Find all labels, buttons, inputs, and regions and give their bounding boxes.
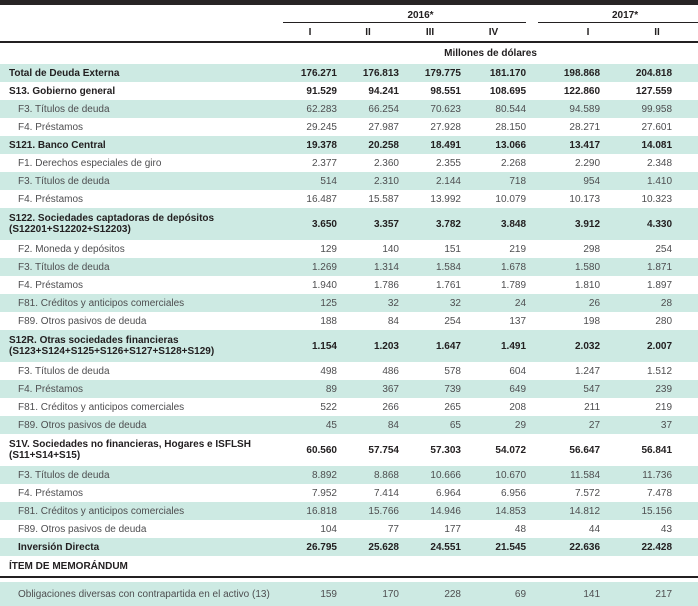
value-cell: 7.478 (647, 487, 673, 499)
table-row (0, 416, 698, 434)
value-cell: 254 (655, 243, 673, 255)
value-cell: 84 (337, 416, 399, 434)
value-cell: 8.892 (283, 466, 337, 484)
row-label: F4. Préstamos (0, 380, 283, 398)
table-row (0, 330, 698, 362)
table-row (0, 502, 698, 520)
value-cell: 1.789 (500, 279, 527, 291)
group-gap (526, 502, 538, 520)
value-cell: 37 (600, 416, 698, 434)
value-cell: 16.487 (306, 193, 337, 205)
value-cell: 89 (283, 380, 337, 398)
group-gap (526, 190, 538, 208)
table-row (0, 100, 698, 118)
value-cell: 26.795 (283, 538, 337, 556)
value-cell: 28.271 (569, 121, 601, 133)
value-cell: 13.992 (430, 193, 461, 205)
row-label: F81. Créditos y anticipos comerciales (18, 401, 185, 413)
unit-row (0, 43, 698, 64)
value-cell: 21.545 (461, 538, 526, 556)
table-row (0, 556, 698, 578)
value-cell: 170 (337, 578, 399, 606)
value-cell: 265 (444, 401, 461, 413)
value-cell: 1.761 (435, 279, 461, 291)
value-cell: 3.912 (538, 208, 600, 240)
external-debt-table (0, 5, 698, 606)
value-cell: 204.818 (600, 64, 698, 82)
value-cell: 14.081 (600, 136, 698, 154)
value-cell (600, 556, 698, 578)
value-cell: 4.330 (600, 208, 698, 240)
value-cell: 127.559 (635, 85, 673, 97)
value-cell: 45 (283, 416, 337, 434)
value-cell: 1.580 (538, 258, 600, 276)
group-gap (526, 312, 538, 330)
value-cell: 2.360 (373, 157, 399, 169)
row-label: F3. Títulos de deuda (0, 466, 283, 484)
value-cell: 1.810 (574, 279, 601, 291)
value-cell: 739 (399, 380, 461, 398)
group-gap (526, 100, 538, 118)
value-cell: 547 (538, 380, 600, 398)
quarter-label: I (538, 23, 600, 43)
table-row (0, 466, 698, 484)
group-gap (526, 578, 538, 606)
row-label: F1. Derechos especiales de giro (18, 157, 162, 169)
value-cell: 219 (509, 243, 527, 255)
group-gap (526, 466, 538, 484)
value-cell: 98.551 (430, 85, 461, 97)
value-cell: 151 (444, 243, 461, 255)
value-cell: 217 (600, 578, 698, 606)
value-cell: 181.170 (461, 64, 526, 82)
row-label: F3. Títulos de deuda (0, 100, 283, 118)
value-cell: 125 (283, 294, 337, 312)
group-gap (526, 118, 538, 136)
value-cell: 8.868 (337, 466, 399, 484)
value-cell (337, 556, 399, 578)
table-row (0, 294, 698, 312)
value-cell: 2.290 (574, 157, 601, 169)
group-gap (526, 258, 538, 276)
value-cell: 43 (660, 523, 673, 535)
value-cell: 84 (387, 315, 399, 327)
value-cell: 140 (382, 243, 399, 255)
value-cell: 16.818 (283, 502, 337, 520)
row-label: F4. Préstamos (18, 487, 84, 499)
value-cell: 137 (509, 315, 527, 327)
row-label: F89. Otros pasivos de deuda (18, 315, 147, 327)
row-label: F3. Títulos de deuda (18, 365, 110, 377)
value-cell: 954 (538, 172, 600, 190)
row-label: F81. Créditos y anticipos comerciales (0, 294, 283, 312)
table-row (0, 538, 698, 556)
value-cell: 2.007 (600, 330, 698, 362)
value-cell: 578 (444, 365, 461, 377)
table-row (0, 136, 698, 154)
value-cell (538, 556, 600, 578)
value-cell: 57.754 (368, 444, 399, 456)
value-cell: 2.348 (647, 157, 673, 169)
value-cell: 219 (655, 401, 673, 413)
value-cell: 22.636 (538, 538, 600, 556)
value-cell: 280 (655, 315, 673, 327)
value-cell: 28.150 (495, 121, 527, 133)
value-cell: 2.144 (399, 172, 461, 190)
value-cell: 19.378 (283, 136, 337, 154)
row-label: Obligaciones diversas con contrapartida en el activo (13) (0, 578, 283, 606)
value-cell: 1.678 (461, 258, 526, 276)
value-cell: 15.587 (368, 193, 399, 205)
group-gap (526, 136, 538, 154)
value-cell: 11.736 (600, 466, 698, 484)
value-cell: 14.853 (461, 502, 526, 520)
row-label: F3. Títulos de deuda (0, 172, 283, 190)
row-label: F3. Títulos de deuda (0, 258, 283, 276)
row-label: F2. Moneda y depósitos (18, 243, 125, 255)
value-cell: 1.897 (647, 279, 673, 291)
value-cell: 129 (320, 243, 337, 255)
table-row (0, 434, 698, 466)
value-cell: 26 (538, 294, 600, 312)
value-cell: 177 (444, 523, 461, 535)
value-cell: 14.812 (538, 502, 600, 520)
group-gap (526, 208, 538, 240)
value-cell: 29.245 (306, 121, 337, 133)
value-cell: 522 (320, 401, 337, 413)
value-cell: 10.666 (399, 466, 461, 484)
value-cell: 11.584 (538, 466, 600, 484)
value-cell: 3.650 (283, 208, 337, 240)
value-cell: 1.314 (337, 258, 399, 276)
value-cell: 208 (509, 401, 527, 413)
group-gap (526, 23, 538, 43)
group-gap (526, 556, 538, 578)
value-cell: 29 (461, 416, 526, 434)
group-gap (526, 64, 538, 82)
value-cell: 1.491 (461, 330, 526, 362)
group-gap (526, 398, 538, 416)
value-cell: 10.079 (495, 193, 527, 205)
value-cell: 14.946 (399, 502, 461, 520)
value-cell: 1.512 (647, 365, 673, 377)
group-gap (526, 362, 538, 380)
table-row (0, 312, 698, 330)
value-cell: 179.775 (399, 64, 461, 82)
value-cell: 159 (283, 578, 337, 606)
year-2016-label: 2016* (283, 5, 526, 23)
value-cell: 25.628 (337, 538, 399, 556)
value-cell: 60.560 (306, 444, 337, 456)
table-row (0, 118, 698, 136)
table-row (0, 258, 698, 276)
header-spacer (0, 5, 283, 23)
row-label: F89. Otros pasivos de deuda (18, 523, 147, 535)
value-cell: 604 (509, 365, 527, 377)
table-row (0, 398, 698, 416)
group-gap (526, 5, 538, 23)
value-cell: 122.860 (563, 85, 601, 97)
value-cell: 7.572 (574, 487, 601, 499)
table-row (0, 240, 698, 258)
value-cell: 498 (320, 365, 337, 377)
value-cell: 15.156 (600, 502, 698, 520)
value-cell: 198.868 (538, 64, 600, 82)
value-cell: 254 (444, 315, 461, 327)
value-cell: 1.203 (337, 330, 399, 362)
value-cell: 27.928 (430, 121, 461, 133)
value-cell: 28 (600, 294, 698, 312)
value-cell: 7.952 (311, 487, 337, 499)
quarter-header-row (0, 23, 698, 43)
value-cell: 22.428 (600, 538, 698, 556)
quarter-label: IV (461, 23, 526, 43)
value-cell: 91.529 (306, 85, 337, 97)
value-cell: 7.414 (373, 487, 399, 499)
quarter-label: I (283, 23, 337, 43)
value-cell: 56.841 (641, 444, 673, 456)
value-cell: 94.241 (368, 85, 399, 97)
value-cell: 1.871 (600, 258, 698, 276)
value-cell: 3.782 (399, 208, 461, 240)
group-gap (526, 520, 538, 538)
value-cell: 94.589 (538, 100, 600, 118)
value-cell: 44 (588, 523, 601, 535)
value-cell: 1.247 (574, 365, 601, 377)
row-label: F89. Otros pasivos de deuda (0, 416, 283, 434)
table-row (0, 190, 698, 208)
table-row (0, 172, 698, 190)
value-cell: 27.987 (368, 121, 399, 133)
value-cell: 1.940 (311, 279, 337, 291)
value-cell: 2.268 (500, 157, 527, 169)
value-cell: 2.032 (538, 330, 600, 362)
value-cell: 2.310 (337, 172, 399, 190)
value-cell: 99.958 (600, 100, 698, 118)
value-cell: 228 (399, 578, 461, 606)
table-row (0, 520, 698, 538)
year-header-row (0, 5, 698, 23)
table-row (0, 208, 698, 240)
table-row (0, 64, 698, 82)
value-cell: 13.417 (538, 136, 600, 154)
group-gap (526, 276, 538, 294)
value-cell: 176.813 (337, 64, 399, 82)
value-cell: 649 (461, 380, 526, 398)
value-cell: 66.254 (337, 100, 399, 118)
value-cell: 24 (461, 294, 526, 312)
quarter-label: II (337, 23, 399, 43)
value-cell: 65 (399, 416, 461, 434)
value-cell: 239 (600, 380, 698, 398)
value-cell: 1.647 (399, 330, 461, 362)
value-cell: 27 (538, 416, 600, 434)
group-gap (526, 82, 538, 100)
row-label: S122. Sociedades captadoras de depósitos (S12201+S12202+S12203) (0, 208, 283, 240)
value-cell (283, 556, 337, 578)
value-cell: 62.283 (283, 100, 337, 118)
value-cell: 27.601 (641, 121, 673, 133)
table-row (0, 578, 698, 606)
value-cell: 298 (583, 243, 601, 255)
value-cell: 211 (584, 401, 601, 413)
group-gap (526, 484, 538, 502)
value-cell: 141 (538, 578, 600, 606)
value-cell: 514 (283, 172, 337, 190)
row-label: Inversión Directa (0, 538, 283, 556)
table-row (0, 154, 698, 172)
value-cell: 32 (337, 294, 399, 312)
value-cell: 266 (382, 401, 399, 413)
row-label: S121. Banco Central (0, 136, 283, 154)
row-label: ÍTEM DE MEMORÁNDUM (0, 556, 283, 578)
group-gap (526, 434, 538, 466)
row-label: S13. Gobierno general (9, 85, 116, 97)
value-cell: 108.695 (489, 85, 527, 97)
value-cell: 718 (461, 172, 526, 190)
row-label: Total de Deuda Externa (0, 64, 283, 82)
value-cell: 24.551 (399, 538, 461, 556)
table-row (0, 362, 698, 380)
value-cell (399, 556, 461, 578)
value-cell: 54.072 (495, 444, 527, 456)
value-cell: 1.584 (399, 258, 461, 276)
value-cell: 6.964 (435, 487, 461, 499)
value-cell: 198 (583, 315, 601, 327)
value-cell: 1.269 (283, 258, 337, 276)
value-cell: 2.377 (311, 157, 337, 169)
value-cell: 1.154 (283, 330, 337, 362)
row-label: F81. Créditos y anticipos comerciales (0, 502, 283, 520)
row-label: S1V. Sociedades no financieras, Hogares e ISFLSH (S11+S14+S15) (9, 439, 251, 461)
value-cell: 10.670 (461, 466, 526, 484)
group-gap (526, 172, 538, 190)
row-label: S12R. Otras sociedades financieras (S123+S124+S125+S126+S127+S128+S129) (0, 330, 283, 362)
value-cell: 13.066 (461, 136, 526, 154)
value-cell: 486 (382, 365, 399, 377)
value-cell: 80.544 (461, 100, 526, 118)
value-cell: 367 (337, 380, 399, 398)
group-gap (526, 240, 538, 258)
header-spacer (0, 43, 283, 64)
value-cell: 10.173 (569, 193, 601, 205)
year-2017-label: 2017* (538, 5, 698, 23)
quarter-label: III (399, 23, 461, 43)
value-cell: 1.410 (600, 172, 698, 190)
value-cell: 176.271 (283, 64, 337, 82)
value-cell: 69 (461, 578, 526, 606)
value-cell: 6.956 (500, 487, 527, 499)
value-cell: 57.303 (430, 444, 461, 456)
row-label: F4. Préstamos (18, 121, 84, 133)
value-cell: 77 (387, 523, 399, 535)
group-gap (526, 294, 538, 312)
group-gap (526, 154, 538, 172)
quarter-label: II (600, 23, 698, 43)
group-gap (526, 538, 538, 556)
value-cell: 48 (514, 523, 527, 535)
value-cell: 1.786 (373, 279, 399, 291)
value-cell: 15.766 (337, 502, 399, 520)
value-cell: 188 (320, 315, 337, 327)
table-row (0, 276, 698, 294)
header-spacer (0, 23, 283, 43)
table-row (0, 82, 698, 100)
value-cell: 56.647 (569, 444, 601, 456)
value-cell: 3.357 (337, 208, 399, 240)
table-row (0, 484, 698, 502)
value-cell: 2.355 (435, 157, 461, 169)
value-cell: 18.491 (399, 136, 461, 154)
row-label: F4. Préstamos (18, 193, 84, 205)
value-cell: 32 (399, 294, 461, 312)
value-cell: 3.848 (461, 208, 526, 240)
value-cell (461, 556, 526, 578)
value-cell: 70.623 (399, 100, 461, 118)
value-cell: 104 (320, 523, 337, 535)
unit-label: Millones de dólares (444, 48, 537, 59)
table-row (0, 380, 698, 398)
group-gap (526, 416, 538, 434)
value-cell: 10.323 (641, 193, 673, 205)
row-label: F4. Préstamos (18, 279, 84, 291)
value-cell: 20.258 (337, 136, 399, 154)
group-gap (526, 380, 538, 398)
group-gap (526, 330, 538, 362)
